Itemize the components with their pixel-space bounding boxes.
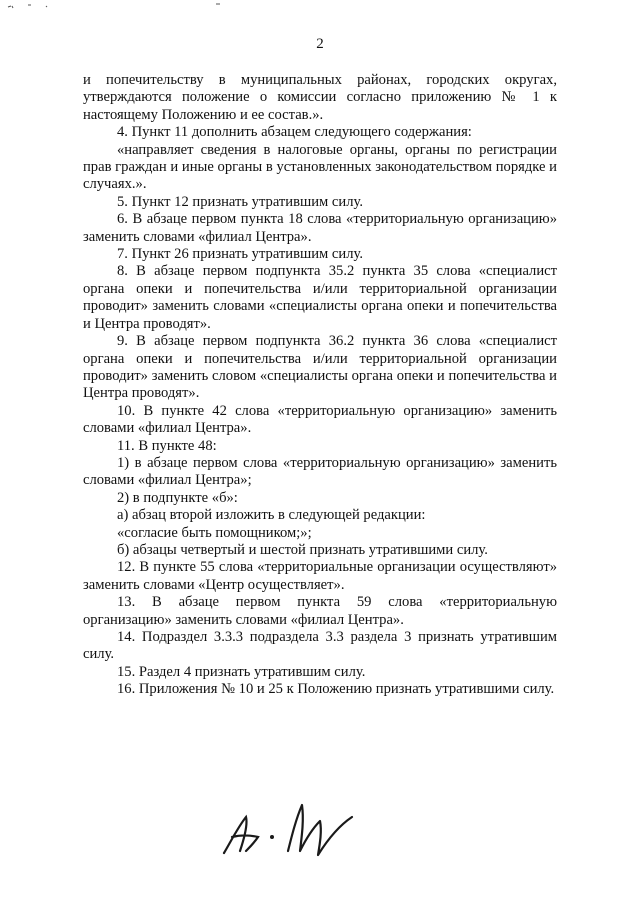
paragraph: 15. Раздел 4 признать утратившим силу. <box>117 663 366 680</box>
paragraph: 4. Пункт 11 дополнить абзацем следующего содержания: <box>117 124 472 141</box>
paragraph: а) абзац второй изложить в следующей редакции: <box>117 507 426 524</box>
paragraph: 9. В абзаце первом подпункта 36.2 пункта 36 слова «специалист органа опеки и попечительства и/или территориальной организации проводит» заменить словом «специалисты органа опеки и попечительства и Центра проводят». <box>83 333 557 402</box>
paragraph: 6. В абзаце первом пункта 18 слова «территориальную организацию» заменить словами «филиал Центра». <box>83 211 557 245</box>
paragraph: 13. В абзаце первом пункта 59 слова «территориальную организацию» заменить словами «филиал Центра». <box>83 594 557 628</box>
paragraph: 10. В пункте 42 слова «территориальную организацию» заменить словами «филиал Центра». <box>83 402 557 437</box>
paragraph: «направляет сведения в налоговые органы, органы по регистрации прав граждан и иные органы в установленных законодательством порядке и случаях.». <box>83 141 557 193</box>
document-body <box>83 72 557 699</box>
paragraph: 5. Пункт 12 признать утратившим силу. <box>117 193 363 210</box>
paragraph: и попечительству в муниципальных районах, городских округах, утверждаются положение о комиссии согласно приложению № 1 к настоящему Положению и ее состав.». <box>83 72 557 123</box>
paragraph: «согласие быть помощником;»; <box>117 524 312 541</box>
paragraph: 14. Подраздел 3.3.3 подраздела 3.3 раздела 3 признать утратившим силу. <box>83 629 557 663</box>
handwritten-signature <box>210 795 370 865</box>
page-number: 2 <box>316 36 324 52</box>
paragraph: 8. В абзаце первом подпункта 35.2 пункта 35 слова «специалист органа опеки и попечительства и/или территориальной организации проводит» заменить словами «специалисты органа опеки и попечительства и Центра проводят». <box>83 263 557 332</box>
paragraph: 11. В пункте 48: <box>117 437 217 454</box>
paragraph: 7. Пункт 26 признать утратившим силу. <box>117 246 363 263</box>
paragraph: 2) в подпункте «б»: <box>117 489 238 506</box>
paragraph: 12. В пункте 55 слова «территориальные организации осуществляют» заменить словами «Центр осуществляет». <box>83 559 557 593</box>
paragraph: б) абзацы четвертый и шестой признать утратившими силу. <box>117 541 488 558</box>
scan-artifact-marks <box>6 2 226 12</box>
paragraph: 1) в абзаце первом слова «территориальную организацию» заменить словами «филиал Центра»; <box>83 454 557 489</box>
paragraph: 16. Приложения № 10 и 25 к Положению признать утратившими силу. <box>117 681 555 698</box>
